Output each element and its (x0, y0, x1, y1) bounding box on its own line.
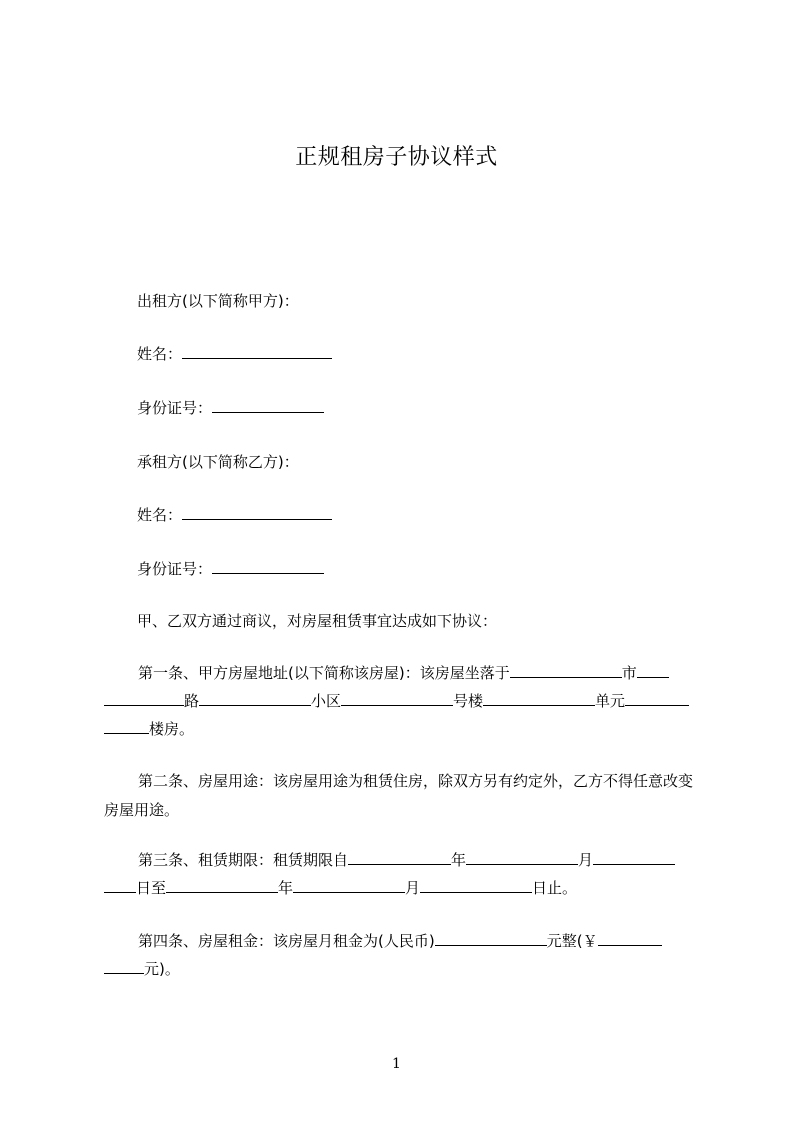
article4-blank-1 (435, 931, 547, 946)
article1-text-c: 路 (184, 692, 200, 710)
lessee-name-blank (182, 505, 332, 520)
article1-text-f: 单元 (595, 692, 626, 710)
article1-blank-2a (637, 663, 669, 678)
article3-line1 (138, 849, 675, 871)
article1-blank-1 (510, 663, 622, 678)
article4-line1 (138, 930, 662, 952)
article3-text-d: 日至 (136, 879, 167, 897)
article1-blank-5 (483, 691, 595, 706)
article1-line2 (104, 690, 689, 712)
page-number: 1 (392, 1056, 401, 1072)
article3-blank-3b (104, 878, 136, 893)
article1-text-b: 市 (621, 664, 637, 682)
article3-line2 (104, 877, 577, 899)
lessee-heading: 承租方(以下简称乙方)： (137, 453, 299, 471)
article3-blank-3a (593, 850, 675, 865)
document-title: 正规租房子协议样式 (295, 145, 498, 170)
lessee-name-line (137, 504, 332, 526)
lessee-name-label: 姓名： (137, 506, 183, 524)
lessor-heading: 出租方(以下简称甲方)： (137, 292, 299, 310)
article4-text-a: 第四条、房屋租金：该房屋月租金为(人民币) (138, 932, 435, 950)
article3-text-f: 月 (405, 879, 421, 897)
article1-text-d: 小区 (311, 692, 342, 710)
article1-blank-6b (104, 719, 149, 734)
article2-paragraph (104, 767, 704, 825)
article3-blank-6 (420, 878, 532, 893)
article3-blank-2 (466, 850, 578, 865)
article1-blank-3 (199, 691, 311, 706)
article1-blank-6a (625, 691, 689, 706)
article1-text-e: 号楼 (453, 692, 484, 710)
article3-blank-5 (293, 878, 405, 893)
article3-text-g: 日止。 (532, 879, 578, 897)
intro-paragraph: 甲、乙双方通过商议，对房屋租赁事宜达成如下协议： (137, 612, 498, 630)
article2-text: 第二条、房屋用途：该房屋用途为租赁住房，除双方另有约定外，乙方不得任意改变房屋用途。 (104, 772, 694, 819)
article3-blank-1 (348, 850, 451, 865)
article4-blank-2b (104, 959, 144, 974)
article1-line3 (104, 718, 194, 740)
lessor-name-blank (182, 344, 332, 359)
lessor-id-line (137, 397, 324, 419)
article3-text-c: 月 (578, 851, 594, 869)
article1-text-a: 第一条、甲方房屋地址(以下简称该房屋)：该房屋坐落于 (138, 664, 510, 682)
article1-blank-4 (341, 691, 453, 706)
lessor-id-blank (212, 398, 324, 413)
article1-text-g: 楼房。 (149, 720, 195, 738)
lessor-name-label: 姓名： (137, 345, 183, 363)
lessee-id-line (137, 558, 324, 580)
article3-blank-4 (166, 878, 278, 893)
article4-blank-2a (598, 931, 662, 946)
article3-text-b: 年 (451, 851, 467, 869)
lessor-id-label: 身份证号： (137, 399, 213, 417)
lessor-name-line (137, 343, 332, 365)
lessee-id-blank (212, 559, 324, 574)
article1-blank-2b (104, 691, 184, 706)
lessee-id-label: 身份证号： (137, 560, 213, 578)
article4-text-c: 元)。 (144, 960, 180, 978)
article3-text-a: 第三条、租赁期限：租赁期限自 (138, 851, 349, 869)
article3-text-e: 年 (278, 879, 294, 897)
article4-line2 (104, 958, 180, 980)
article4-text-b: 元整(￥ (546, 932, 598, 950)
article1-line1 (138, 662, 669, 684)
